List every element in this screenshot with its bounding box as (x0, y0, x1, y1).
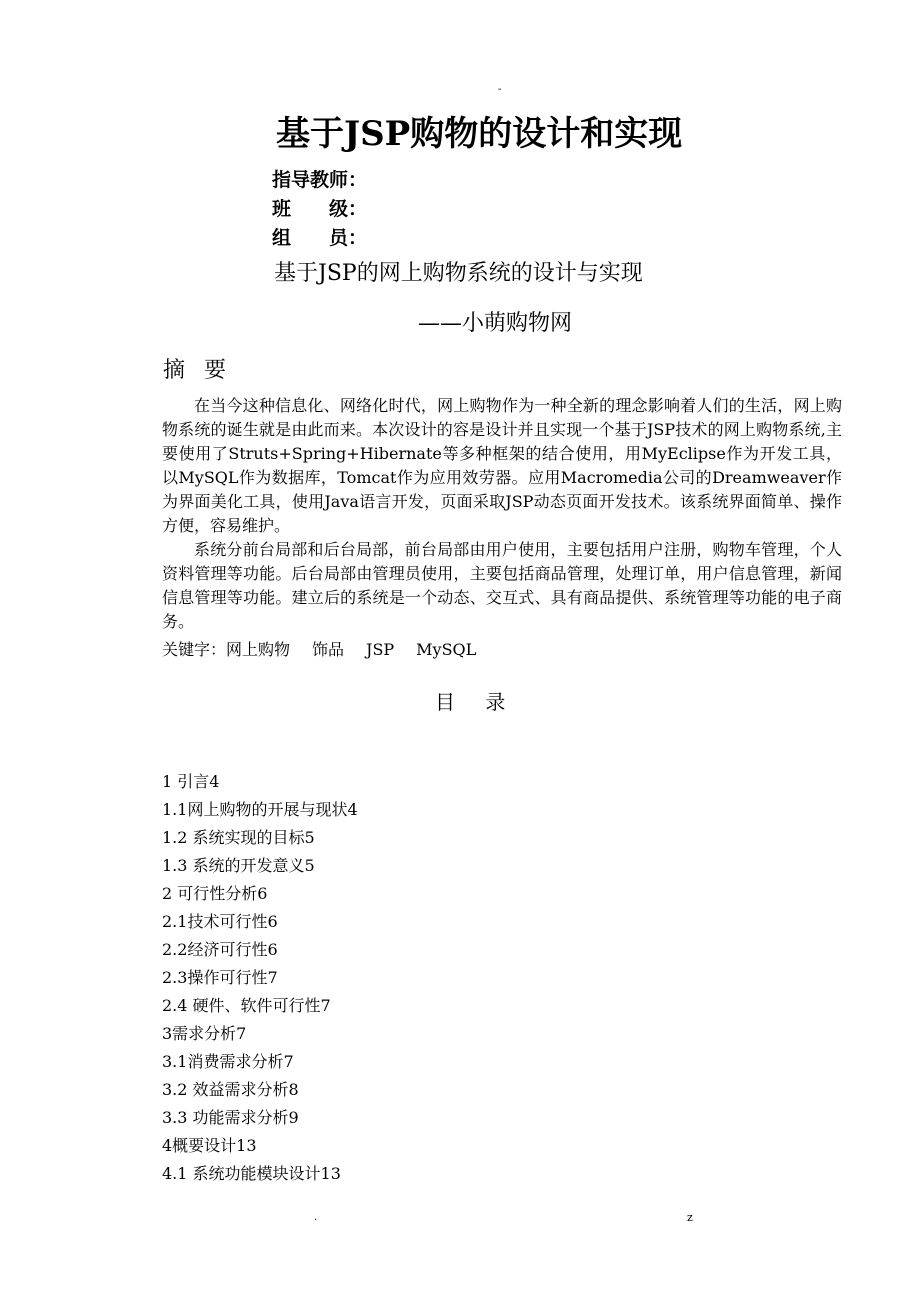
abstract-body (162, 394, 842, 634)
toc-item[interactable]: 4.1 系统功能模块设计13 (162, 1164, 341, 1183)
keyword-4: MySQL (416, 640, 477, 659)
document-title: 基于JSP购物的设计和实现 (276, 114, 683, 154)
abstract-paragraph-2: 系统分前台局部和后台局部，前台局部由用户使用，主要包括用户注册，购物车管理，个人资料管理等功能。后台局部由管理员使用，主要包括商品管理，处理订单，用户信息管理，新闻信息管理等功能。建立后的系统是一个动态、交互式、具有商品提供、系统管理等功能的电子商务。 (162, 540, 842, 631)
toc-item[interactable]: 1 引言4 (162, 772, 220, 791)
table-of-contents (162, 768, 358, 1188)
toc-item[interactable]: 1.2 系统实现的目标5 (162, 828, 315, 847)
subtitle-secondary: ——小萌购物网 (418, 311, 573, 336)
toc-item[interactable]: 4概要设计13 (162, 1136, 257, 1155)
toc-item[interactable]: 3.1消费需求分析7 (162, 1052, 294, 1071)
keyword-2: 饰品 (312, 640, 345, 659)
class-label: 班 级： (272, 198, 368, 220)
toc-item[interactable]: 2.4 硬件、软件可行性7 (162, 996, 331, 1015)
toc-item[interactable]: 1.3 系统的开发意义5 (162, 856, 315, 875)
toc-item[interactable]: 1.1网上购物的开展与现状4 (162, 800, 358, 819)
advisor-label: 指导教师： (272, 169, 368, 191)
toc-item[interactable]: 2.2经济可行性6 (162, 940, 278, 959)
footer-dot: . (314, 1212, 318, 1223)
toc-item[interactable]: 3.3 功能需求分析9 (162, 1108, 299, 1127)
toc-title: 目 录 (435, 690, 518, 714)
toc-item[interactable]: 2 可行性分析6 (162, 884, 268, 903)
keyword-3: JSP (366, 640, 395, 659)
abstract-heading: 摘 要 (163, 358, 232, 383)
subtitle: 基于JSP的网上购物系统的设计与实现 (274, 261, 643, 286)
abstract-paragraph-1: 在当今这种信息化、网络化时代，网上购物作为一种全新的理念影响着人们的生活，网上购物系统的诞生就是由此而来。本次设计的容是设计并且实现一个基于JSP技术的网上购物系统,主要使用了Struts+Spring+Hibernate等多种框架的结合使用，用MyEclipse作为开发工具，以MySQL作为数据库，Tomcat作为应用效劳器。应用Macromedia公司的Dreamweaver作为界面美化工具，使用Java语言开发，页面采取JSP动态页面开发技术。该系统界面简单、操作方便，容易维护。 (162, 396, 842, 535)
toc-item[interactable]: 2.1技术可行性6 (162, 912, 278, 931)
toc-item[interactable]: 3需求分析7 (162, 1024, 247, 1043)
toc-item[interactable]: 3.2 效益需求分析8 (162, 1080, 299, 1099)
members-label: 组 员： (272, 227, 368, 249)
keywords-label: 关键字：网上购物 (162, 640, 291, 659)
toc-item[interactable]: 2.3操作可行性7 (162, 968, 278, 987)
footer-mark: z (687, 1211, 693, 1224)
header-mark: - (498, 84, 502, 95)
keywords-line (162, 638, 498, 662)
